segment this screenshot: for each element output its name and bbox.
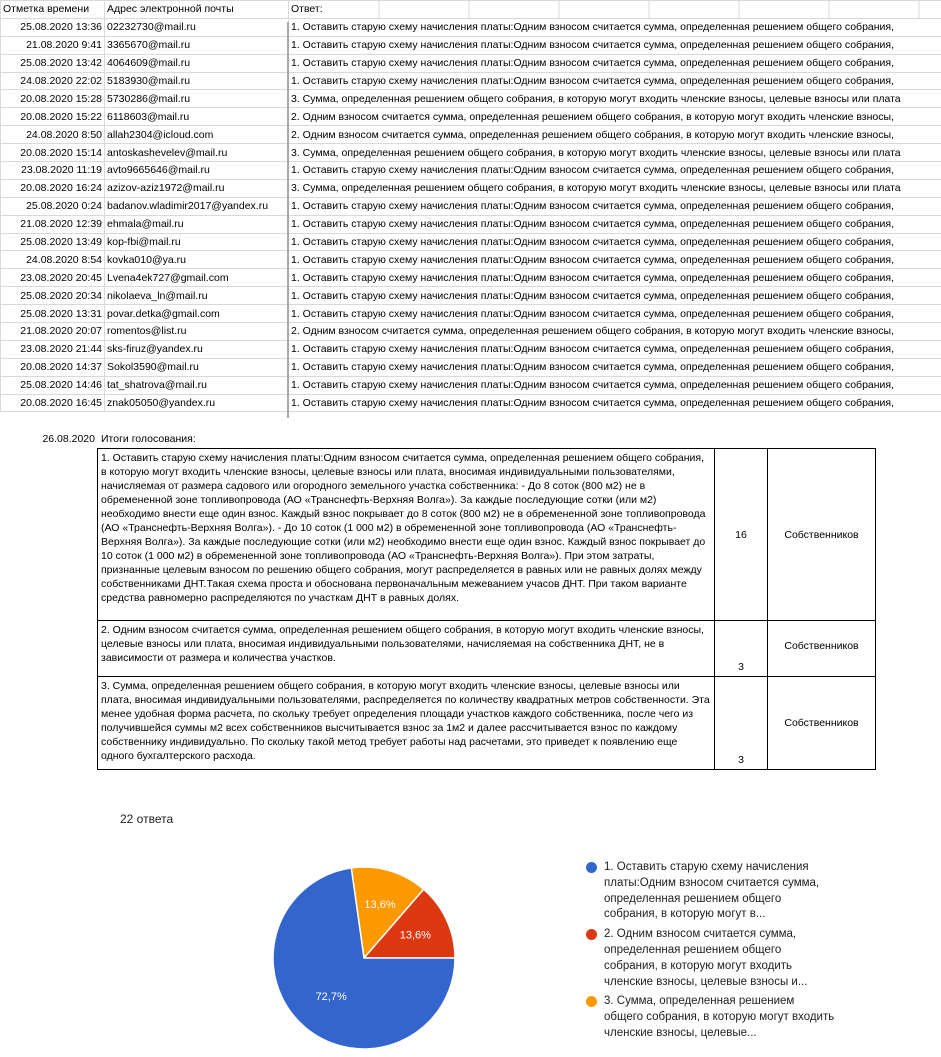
summary-voter-type: Собственников — [768, 677, 876, 770]
cell-timestamp[interactable]: 25.08.2020 20:34 — [1, 287, 105, 305]
cell-email[interactable]: Lvena4ek727@gmail.com — [105, 269, 289, 287]
table-row — [1, 215, 941, 233]
table-row — [1, 54, 941, 72]
table-row — [1, 90, 941, 108]
cell-email[interactable]: 3365670@mail.ru — [105, 36, 289, 54]
cell-answer[interactable]: 1. Оставить старую схему начисления платы:Одним взносом считается сумма, определенная решением общего собрания, — [289, 287, 941, 305]
cell-answer[interactable]: 3. Сумма, определенная решением общего собрания, в которую могут входить членские взносы, целевые взносы или плата — [289, 90, 941, 108]
cell-email[interactable]: 02232730@mail.ru — [105, 18, 289, 36]
summary-option-text: 1. Оставить старую схему начисления платы:Одним взносом считается сумма, определенная решением общего собрания, в которую могут входить членские взносы, целевые взносы или плата, вносимая индивидуальными пользователями, начисляемая от размера садового или огородного земельного участка собственника: - До 8 соток (800 м2) не в обремененной зоне топливопровода (АО «Транснефть-Верхняя Волга»). За каждые последующие сотки (или м2) необходимо внести еще один взнос. Каждый взнос покрывает до 8 соток (800 м2) не в обремененной зоне топливопровода (АО «Транснефть-Верхняя Волга»). - До 10 соток (1 000 м2) в обремененной зоне топливопровода (АО «Транснефть-Верхняя Волга»). За каждые последующие сотки (или м2) необходимо внести еще один взнос. Каждый взнос покрывает до 10 соток (1 000 м2) в обремененной зоне топливопровода (АО «Транснефть-Верхняя Волга»). При этом затраты, признанные целевым взносом по решению общего собрания, могут распределяется в равных или не равных долях между собственниками ДНТ.Такая схема проста и обоснована первоначальным межеванием учасов ДНТ. При таком варианте средства равномерно распределяются по участкам ДНТ в равных долях. — [98, 449, 715, 621]
legend-label: 3. Сумма, определенная решением общего собрания, в которую могут входить членские взносы, целевые... — [604, 995, 835, 1039]
summary-vote-count: 16 — [715, 449, 768, 621]
cell-timestamp[interactable]: 20.08.2020 16:45 — [1, 394, 105, 412]
cell-email[interactable]: 4064609@mail.ru — [105, 54, 289, 72]
cell-timestamp[interactable]: 20.08.2020 15:22 — [1, 108, 105, 126]
cell-answer[interactable]: 1. Оставить старую схему начисления платы:Одним взносом считается сумма, определенная решением общего собрания, — [289, 36, 941, 54]
cell-timestamp[interactable]: 23.08.2020 11:19 — [1, 162, 105, 180]
header-answer[interactable]: Ответ: — [289, 1, 941, 19]
summary-vote-count: 3 — [715, 621, 768, 677]
legend-swatch — [586, 996, 597, 1007]
cell-timestamp[interactable]: 24.08.2020 8:50 — [1, 126, 105, 144]
legend-item[interactable] — [586, 927, 836, 990]
legend-swatch — [586, 929, 597, 940]
cell-answer[interactable]: 1. Оставить старую схему начисления платы:Одним взносом считается сумма, определенная решением общего собрания, — [289, 54, 941, 72]
cell-email[interactable]: Sokol3590@mail.ru — [105, 358, 289, 376]
cell-timestamp[interactable]: 24.08.2020 8:54 — [1, 251, 105, 269]
cell-answer[interactable]: 3. Сумма, определенная решением общего собрания, в которую могут входить членские взносы, целевые взносы или плата — [289, 144, 941, 162]
header-timestamp[interactable]: Отметка времени — [1, 1, 105, 19]
cell-email[interactable]: znak05050@yandex.ru — [105, 394, 289, 412]
cell-answer[interactable]: 1. Оставить старую схему начисления платы:Одним взносом считается сумма, определенная решением общего собрания, — [289, 215, 941, 233]
cell-answer[interactable]: 1. Оставить старую схему начисления платы:Одним взносом считается сумма, определенная решением общего собрания, — [289, 18, 941, 36]
cell-email[interactable]: avto9665646@mail.ru — [105, 162, 289, 180]
cell-timestamp[interactable]: 21.08.2020 20:07 — [1, 323, 105, 341]
cell-answer[interactable]: 1. Оставить старую схему начисления платы:Одним взносом считается сумма, определенная решением общего собрания, — [289, 197, 941, 215]
table-row — [1, 18, 941, 36]
cell-email[interactable]: antoskashevelev@mail.ru — [105, 144, 289, 162]
summary-vote-count: 3 — [715, 677, 768, 770]
table-row — [1, 340, 941, 358]
cell-answer[interactable]: 1. Оставить старую схему начисления платы:Одним взносом считается сумма, определенная решением общего собрания, — [289, 251, 941, 269]
legend-item[interactable] — [586, 860, 836, 923]
table-row — [1, 72, 941, 90]
cell-answer[interactable]: 1. Оставить старую схему начисления платы:Одним взносом считается сумма, определенная решением общего собрания, — [289, 162, 941, 180]
summary-voter-type: Собственников — [768, 621, 876, 677]
cell-timestamp[interactable]: 20.08.2020 15:28 — [1, 90, 105, 108]
sheet-header-row — [1, 1, 941, 19]
cell-answer[interactable]: 1. Оставить старую схему начисления платы:Одним взносом считается сумма, определенная решением общего собрания, — [289, 269, 941, 287]
pie-slice-label: 72,7% — [315, 990, 347, 1003]
cell-timestamp[interactable]: 21.08.2020 12:39 — [1, 215, 105, 233]
summary-table — [97, 448, 876, 770]
cell-timestamp[interactable]: 23.08.2020 20:45 — [1, 269, 105, 287]
cell-answer[interactable]: 2. Одним взносом считается сумма, определенная решением общего собрания, в которую могут входить членские взносы, — [289, 323, 941, 341]
table-row — [1, 108, 941, 126]
summary-option-text: 3. Сумма, определенная решением общего собрания, в которую могут входить членские взносы, целевые взносы или плата, вносимая индивидуальными пользователями, распределяется по количеству квадратных метров собственности. Эта менее удобная форма расчета, по скольку требует определения площади участков каждого собственника, после чего из получившейся суммы м2 всех собственников высчитывается взнос за 1м2 и далее рассчитывается взнос по каждому собственнику индивидуально. По скольку такой метод требует работы над расчетами, это приведет к появлению еще одного бухгалтерского расхода. — [98, 677, 715, 770]
cell-email[interactable]: 6118603@mail.ru — [105, 108, 289, 126]
answers-count: 22 ответа — [120, 812, 174, 826]
cell-timestamp[interactable]: 24.08.2020 22:02 — [1, 72, 105, 90]
cell-answer[interactable]: 1. Оставить старую схему начисления платы:Одним взносом считается сумма, определенная решением общего собрания, — [289, 376, 941, 394]
cell-email[interactable]: 5183930@mail.ru — [105, 72, 289, 90]
table-row — [1, 233, 941, 251]
cell-email[interactable]: azizov-aziz1972@mail.ru — [105, 179, 289, 197]
cell-email[interactable]: sks-firuz@yandex.ru — [105, 340, 289, 358]
cell-timestamp[interactable]: 25.08.2020 13:42 — [1, 54, 105, 72]
cell-email[interactable]: tat_shatrova@mail.ru — [105, 376, 289, 394]
cell-timestamp[interactable]: 25.08.2020 14:46 — [1, 376, 105, 394]
summary-row — [98, 449, 876, 621]
cell-timestamp[interactable]: 25.08.2020 13:31 — [1, 305, 105, 323]
summary-option-text: 2. Одним взносом считается сумма, определенная решением общего собрания, в которую могут входить членские взносы, целевые взносы или плата, вносимая индивидуальными пользователями, начисляемая на собственника ДНТ, не в зависимости от размера и количества участков. — [98, 621, 715, 677]
summary-row — [98, 677, 876, 770]
table-row — [1, 323, 941, 341]
legend-label: 1. Оставить старую схему начисления платы:Одним взносом считается сумма, определенная решением общего собрания, в которую могут в... — [604, 861, 820, 921]
table-row — [1, 394, 941, 412]
cell-answer[interactable]: 1. Оставить старую схему начисления платы:Одним взносом считается сумма, определенная решением общего собрания, — [289, 358, 941, 376]
table-row — [1, 269, 941, 287]
legend-swatch — [586, 862, 597, 873]
summary-row — [98, 621, 876, 677]
table-row — [1, 376, 941, 394]
cell-email[interactable]: badanov.wladimir2017@yandex.ru — [105, 197, 289, 215]
cell-timestamp[interactable]: 25.08.2020 13:49 — [1, 233, 105, 251]
table-row — [1, 251, 941, 269]
summary-title: Итоги голосования: — [101, 433, 196, 445]
cell-timestamp[interactable]: 25.08.2020 0:24 — [1, 197, 105, 215]
legend-label: 2. Одним взносом считается сумма, определенная решением общего собрания, в которую могут входить членские взносы, целевые взносы и... — [604, 928, 808, 988]
table-row — [1, 287, 941, 305]
cell-answer[interactable]: 1. Оставить старую схему начисления платы:Одним взносом считается сумма, определенная решением общего собрания, — [289, 72, 941, 90]
cell-email[interactable]: kop-fbi@mail.ru — [105, 233, 289, 251]
summary-voter-type: Собственников — [768, 449, 876, 621]
cell-email[interactable]: 5730286@mail.ru — [105, 90, 289, 108]
header-email[interactable]: Адрес электронной почты — [105, 1, 289, 19]
responses-sheet — [0, 0, 941, 412]
cell-email[interactable]: kovka010@ya.ru — [105, 251, 289, 269]
cell-email[interactable]: nikolaeva_ln@mail.ru — [105, 287, 289, 305]
cell-email[interactable]: povar.detka@gmail.com — [105, 305, 289, 323]
table-row — [1, 126, 941, 144]
cell-answer[interactable]: 2. Одним взносом считается сумма, определенная решением общего собрания, в которую могут входить членские взносы, — [289, 108, 941, 126]
cell-timestamp[interactable]: 23.08.2020 21:44 — [1, 340, 105, 358]
cell-answer[interactable]: 1. Оставить старую схему начисления платы:Одним взносом считается сумма, определенная решением общего собрания, — [289, 305, 941, 323]
cell-answer[interactable]: 2. Одним взносом считается сумма, определенная решением общего собрания, в которую могут входить членские взносы, — [289, 126, 941, 144]
cell-timestamp[interactable]: 20.08.2020 15:14 — [1, 144, 105, 162]
legend-item[interactable] — [586, 994, 836, 1041]
cell-answer[interactable]: 1. Оставить старую схему начисления платы:Одним взносом считается сумма, определенная решением общего собрания, — [289, 340, 941, 358]
table-row — [1, 162, 941, 180]
table-row — [1, 36, 941, 54]
column-divider — [287, 22, 289, 418]
table-row — [1, 179, 941, 197]
cell-email[interactable]: allah2304@icloud.com — [105, 126, 289, 144]
cell-answer[interactable]: 1. Оставить старую схему начисления платы:Одним взносом считается сумма, определенная решением общего собрания, — [289, 233, 941, 251]
table-row — [1, 144, 941, 162]
pie-slice-label: 13,6% — [399, 929, 431, 942]
table-row — [1, 305, 941, 323]
cell-timestamp[interactable]: 20.08.2020 14:37 — [1, 358, 105, 376]
chart-legend — [586, 860, 836, 1046]
pie-slice-label: 13,6% — [364, 898, 396, 911]
cell-answer[interactable]: 1. Оставить старую схему начисления платы:Одним взносом считается сумма, определенная решением общего собрания, — [289, 394, 941, 412]
cell-timestamp[interactable]: 21.08.2020 9:41 — [1, 36, 105, 54]
cell-timestamp[interactable]: 25.08.2020 13:36 — [1, 18, 105, 36]
cell-email[interactable]: romentos@list.ru — [105, 323, 289, 341]
summary-date: 26.08.2020 — [42, 433, 95, 445]
cell-answer[interactable]: 3. Сумма, определенная решением общего собрания, в которую могут входить членские взносы, целевые взносы или плата — [289, 179, 941, 197]
table-row — [1, 358, 941, 376]
cell-email[interactable]: ehmala@mail.ru — [105, 215, 289, 233]
cell-timestamp[interactable]: 20.08.2020 16:24 — [1, 179, 105, 197]
table-row — [1, 197, 941, 215]
